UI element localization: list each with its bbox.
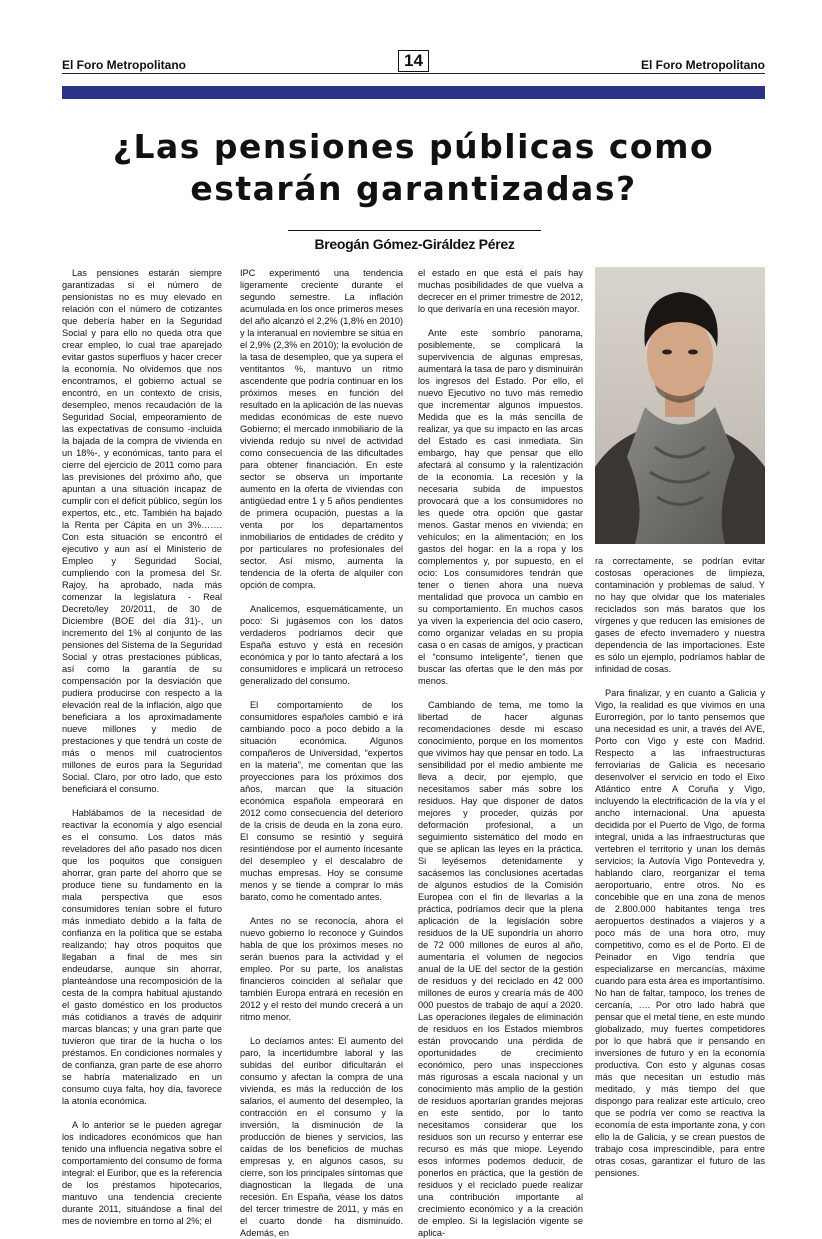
paragraph: El comportamiento de los consumidores españoles cambió e irá cambiando poco a poco debido a la situación económica. Algunos compañeros de Universidad, “expertos en la materia”, me comentan que las proyecciones para los próximos dos años, marcan que la situación económica española empeorará en 2012 como consecuencia del deterioro de la crisis de deuda en la zona euro. El consumo se resintió y seguirá resintiéndose por el aumento incesante del desempleo y el descalabro de muchas empresas. Hoy se consume menos y se tiende a comprar lo más barato, como he comentado antes. — [240, 700, 403, 902]
article-column-3 — [418, 267, 583, 1239]
paragraph: ra correctamente, se podrían evitar costosas operaciones de limpieza, contaminación y problemas de salud. Y no hay que olvidar que los materiales reciclados son más baratos que los vírgenes y que reducen las emisiones de gases de efecto invernadero y nuestra dependencia de las importaciones. Este es sólo un ejemplo, podríamos hablar de infinidad de cosas. — [595, 556, 765, 674]
paragraph: Las pensiones estarán siempre garantizadas si el número de pensionistas no es muy elevado en relación con el número de cotizantes que debería haber en la Seguridad Social y para ello no queda otra que crear empleo, lo cual trae aparejado evitar gastos superfluos y hacer crecer la economía. No olvidemos que nos encontramos, el gobierno actual se encontró, en un contexto de crisis, desempleo, menos recaudación de la Seguridad Social, empeoramiento de las expectativas de consumo -incluida la bajada de la compra de vivienda en un 18%-, y económicas, tanto para el cierre del ejercicio de 2011 como para las previsiones del próximo año, que apuntan a una situación incapaz de cumplir con el déficit público, según los expertos, etc., etc. También ha bajado la Renta per Cápita en un 3%……. Con esta situación se encontró el ejecutivo y aun así el Ministerio de Empleo y Seguridad Social, cumpliendo con la promesa del Sr. Rajoy, ha aprobado, nada más comenzar la legislatura - Real Decreto/ley 20/2011, de 30 de Diciembre (BOE del día 31)-, un incremento del 1% al conjunto de las pensiones del Sistema de la Seguridad Social y otras prestaciones públicas, así como la garantía de su compensación por la desviación que pudiera producirse con respecto a la elevación real de la inflación, algo que beneficiara a los aproximadamente nueve millones y medio de prestaciones y que tendrá un coste de más o menos mil cuatrocientos millones de euros para la Seguridad Social. Claro, por otro lado, que esto beneficiará el consumo. — [62, 268, 222, 794]
publication-name-left: El Foro Metropolitano — [62, 58, 186, 72]
title-line-1: ¿Las pensiones públicas como — [112, 127, 715, 166]
author-byline: Breogán Gómez-Giráldez Pérez — [314, 236, 515, 252]
paragraph: Ante este sombrío panorama, posiblemente, se complicará la supervivencia de algunas empresas, aumentará la tasa de paro y disminuirán los ingresos del Estado. Por ello, el nuevo Ejecutivo no tuvo más remedio que incrementar algunos impuestos. Medida que es la más sencilla de realizar, ya que su impacto en las arcas del Estado es casi inmediata. Sin embargo, hay que pensar que ello afectará al consumo y la ralentización de la economía. La recesión y la necesaria subida de impuestos provocará que a los consumidores no les quede otra opción que gastar menos. Gastar menos en vivienda; en vehículos; en la alimentación; en los gastos del hogar: en la a ropa y los complementos y, por supuesto, en el ocio: Los consumidores tendrán que tener o tienen ahora una nueva mentalidad que provoca un cambio en su comportamiento. En muchos casos ya viven la experiencia del ocio casero, como organizar veladas en su propia casa o en casas de amigos, y practican el “consumo inteligente”, tienen que buscar las ofertas que le den más por menos. — [418, 328, 583, 686]
paragraph: Cambiando de tema, me tomo la libertad de hacer algunas recomendaciones desde mi escaso conocimiento, porque en los momentos que vivimos hay que pensar en todo. La sensibilidad por el medio ambiente me lleva a decir, por ejemplo, que necesitamos saber más sobre los residuos. Hay que disponer de datos mejores y proceder, quizás por deformación profesional, a un seguimiento sistemático del modo en que se aplican las leyes en la práctica. Si leyésemos detenidamente y sacásemos las conclusiones acertadas de algunos estudios de la Comisión Europea con el fin de llevarlas a la práctica, podríamos decir que la plena aplicación de la legislación sobre residuos de la UE supondría un ahorro de 72 000 millones de euros al año, aumentaría el volumen de negocios anual de la UE del sector de la gestión de residuos y del reciclado en 42 000 millones de euros y crearía más de 400 000 puestos de trabajo de aquí a 2020. Las operaciones ilegales de eliminación de residuos en los Estados miembros están provocando una pérdida de oportunidades de crecimiento económico, pero unas inspecciones más rigurosas a escala nacional y un conocimiento más amplio de la gestión de residuos aportarían grandes mejoras en este sentido, por lo tanto necesitamos considerar que los residuos son un recurso y enterrar ese recurso es más que miope. Leyendo esos informes podemos deducir, de ponerlos en práctica, que la gestión de residuos y el reciclado puede realizar una contribución importante al crecimiento económico y a la creación de empleo. Si la legislación vigente se aplica- — [418, 700, 583, 1238]
paragraph: Hablábamos de la necesidad de reactivar la economía y algo esencial es el consumo. Los datos más reveladores del año pasado nos dicen que los poquitos que consiguen ahorrar, gran parte del ahorro que se produce tiene su fundamento en la mala perspectiva que esos consumidores tenían sobre el futuro más inmediato debido a la falta de confianza en la política que se estaba realizando; hay otros poquitos que llegaban a final de mes sin endeudarse, aunque sin ahorrar, planteándose una recomposición de la cesta de la compra habitual ajustando el gasto doméstico en los productos más cotidianos a través de adquirir marcas blancas; y una gran parte que tuvieron que tirar de la hucha o los préstamos. En condiciones normales y de confianza, gran parte de ese ahorro se habría materializado en un consumo cuya falta, hoy día, favorece la atonía económica. — [62, 808, 222, 1106]
paragraph: Para finalizar, y en cuanto a Galicia y Vigo, la realidad es que vivimos en una Eurorregión, por lo tanto pensemos que una necesidad es unir, a través del AVE, Porto con Vigo y este con Madrid. Respecto a las infraestructuras ferroviarias de Galicia es necesario desenvolver el servicio en todo el Eixo Atlántico entre A Coruña y Vigo, incluyendo la electrificación de la vía y el ancho internacional. Una apuesta decidida por el Puerto de Vigo, de forma integral, unida a las infraestructuras que vertebren el territorio y unan los demás servicios; la Autovía Vigo Pontevedra y, hablando claro, reorganizar el tema aeroportuario, entre otros. No es concebible que en una zona de menos de 2.800.000 habitantes tenga tres aeropuertos destinados a viajeros y a poco más de una hora otro, muy competitivo, como es el de Porto. El de Peinador en Vigo tendría que especializarse en mercancías, máxime cuando para esta área es importantísimo. No han de faltar, tampoco, los trenes de cercanía, …. Por otro lado habrá que pensar que el metal tiene, en este mundo globalizado, muy fuertes competidores por lo que habrá que ir pensando en inversiones de futuro y en la economía productiva. Con esto y algunas cosas más que necesitan un estudio más meditado, y más tiempo del que dispongo para realizar este artículo, creo que se podría ver como se reactiva la economía de esta importante zona, y con ello la de Galicia, y se crean puestos de trabajo cosa imprescindible, para entre otras cosas, garantizar el futuro de las pensiones. — [595, 688, 765, 1178]
article-column-4 — [595, 555, 765, 1179]
paragraph: Analicemos, esquemáticamente, un poco: Si jugásemos con los datos verdaderos podríamos decir que España estuvo y está en recesión económica y por lo tanto afectará a los consumidores e implicará un retroceso generalizado del consumo. — [240, 604, 403, 686]
publication-name-right: El Foro Metropolitano — [641, 58, 765, 72]
paragraph: Antes no se reconocía, ahora el nuevo gobierno lo reconoce y Guindos habla de que los próximos meses no serán buenos para la actividad y el empleo. Por su parte, los analistas financieros coinciden al señalar que también Europa entrará en recesión en 2012 y el resto del mundo crecerá a un ritmo menor. — [240, 916, 403, 1022]
article-title — [62, 126, 765, 210]
header-rule — [62, 73, 765, 74]
header-band — [62, 86, 765, 99]
page-header — [62, 50, 765, 76]
paragraph: el estado en que está el país hay muchas posibilidades de que vuelva a decrecer en el primer trimestre de 2012, lo que derivaría en una recesión mayor. — [418, 268, 583, 314]
paragraph: IPC experimentó una tendencia ligeramente creciente durante el segundo semestre. La inflación acumulada en los once primeros meses del año alcanzó el 2,2% (1,8% en 2010) y la interanual en noviembre se sitúa en el 2,9% (2,3% en 2010); la evolución de la tasa de desempleo, que ya supera el ventitantos %, mantuvo un ritmo ascendente que podría continuar en los próximos meses en función del resultado en la aplicación de las nuevas medidas económicas de este nuevo Gobierno; el mercado inmobiliario de la vivienda redujo su nivel de actividad como consecuencia de las dificultades para obtener financiación. En este sector se observa un importante aumento en la oferta de viviendas con antigüedad entre 1 y 5 años pendientes de primera ocupación, puestas a la venta por los departamentos inmobiliarios de entidades de crédito y por particulares no profesionales del sector. Así mismo, aumenta la tendencia de la oferta de alquiler con opción de compra. — [240, 268, 403, 590]
article-column-2 — [240, 267, 403, 1239]
byline-rule — [288, 230, 541, 231]
paragraph: A lo anterior se le pueden agregar los indicadores económicos que han tenido una influencia negativa sobre el comportamiento del consumo de forma integral: el Euribor, que es la referencia de los préstamos hipotecarios, mantuvo una tendencia creciente durante 2011, situándose a final del mes de noviembre en torno al 2%; el — [62, 1120, 222, 1226]
paragraph: Lo decíamos antes: El aumento del paro, la incertidumbre laboral y las subidas del euribor dificultarán el consumo y afectan la compra de una vivienda, es más la reducción de los salarios, el aumento del desempleo, la contracción en el consumo y la inversión, la disminución de la producción de bienes y servicios, las caídas de los beneficios de muchas empresas y, en algunos casos, su cierre, son los principales síntomas que diagnostican la llegada de una recesión. En España, véase los datos del tercer trimestre de 2011, y más en el cuarto donde ha disminuido. Además, en — [240, 1036, 403, 1238]
article-column-1 — [62, 267, 222, 1227]
author-photo — [595, 267, 765, 544]
page-number: 14 — [398, 50, 429, 72]
title-line-2: estarán garantizadas? — [190, 169, 637, 208]
